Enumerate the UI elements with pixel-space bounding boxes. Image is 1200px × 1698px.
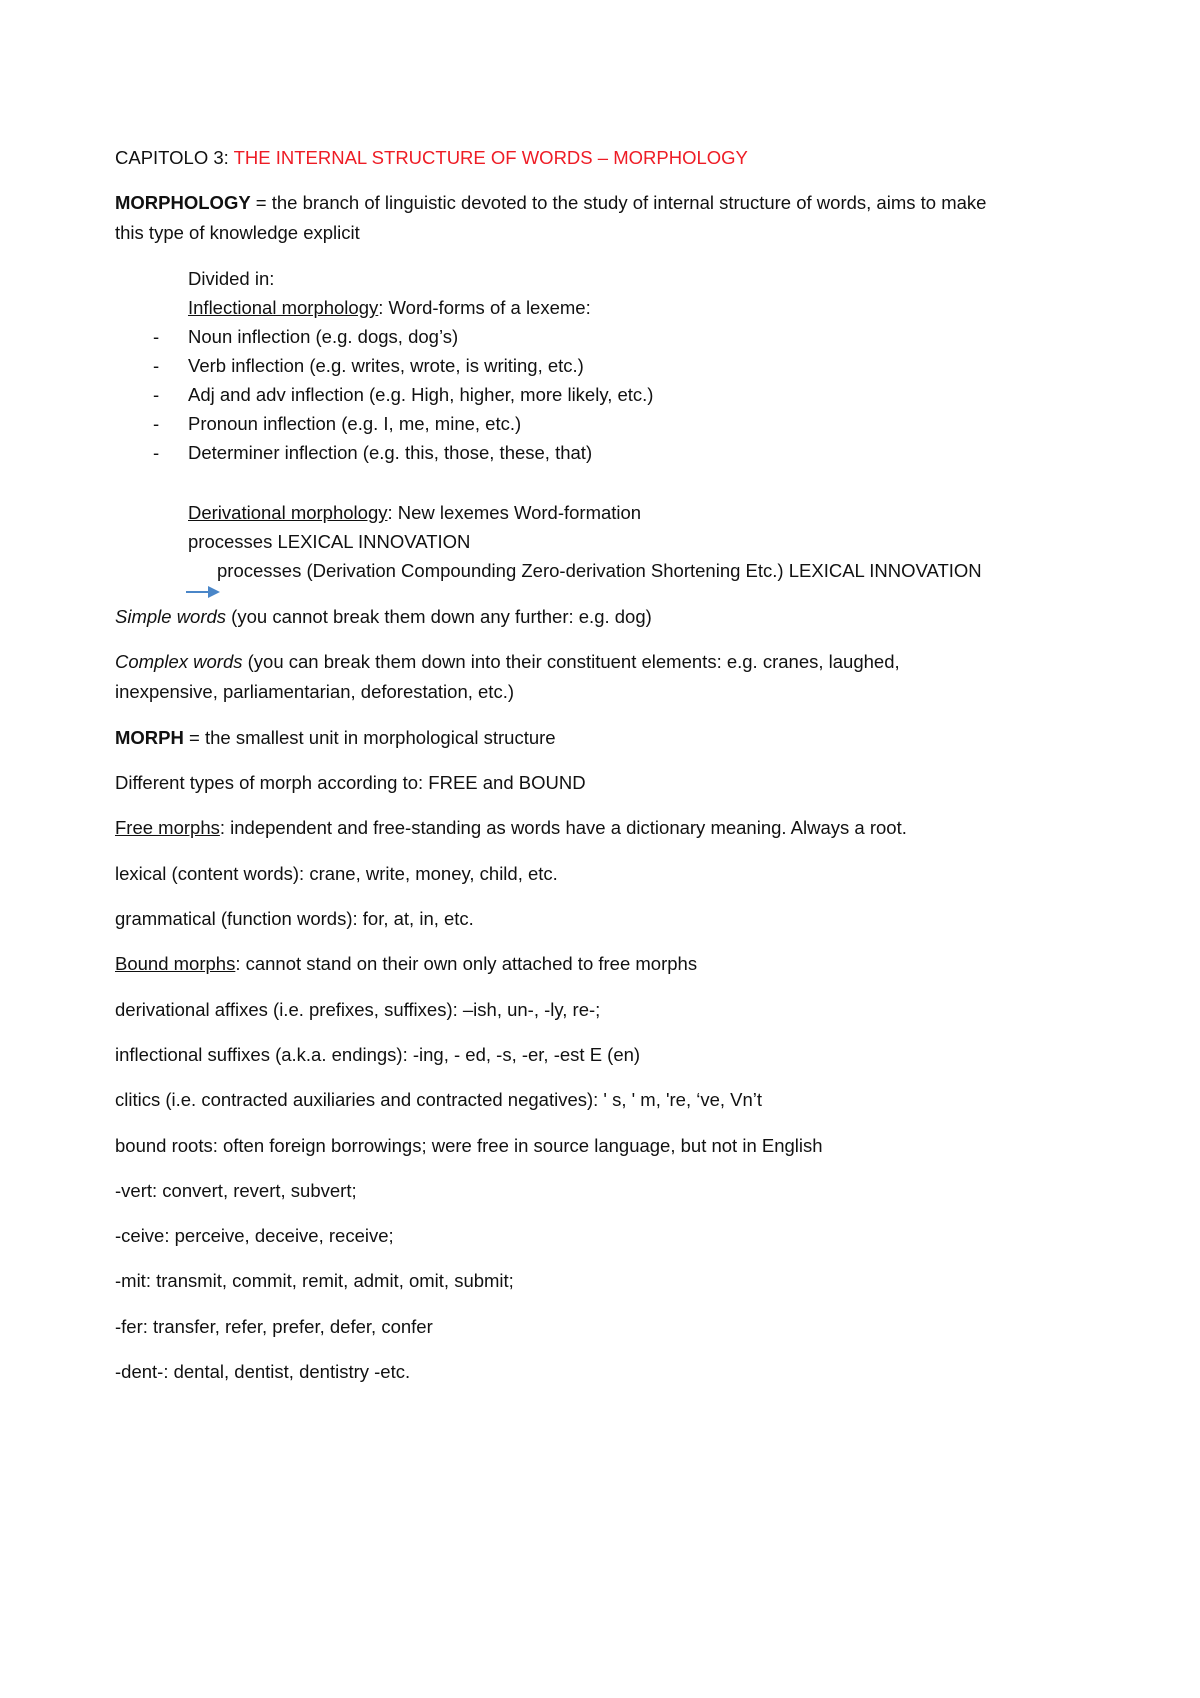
morphology-definition-line1 <box>115 192 986 214</box>
bullet-dash: - <box>153 384 160 405</box>
bound-roots-line: bound roots: often foreign borrowings; were free in source language, but not in English <box>115 1135 823 1156</box>
chapter-label: CAPITOLO 3: <box>115 147 234 168</box>
simple-words-text: (you cannot break them down any further: e.g. dog) <box>226 606 652 627</box>
example-line: -mit: transmit, commit, remit, admit, omit, submit; <box>115 1270 514 1291</box>
list-item: Determiner inflection (e.g. this, those, these, that) <box>188 442 593 463</box>
derivational-affixes-line: derivational affixes (i.e. prefixes, suffixes): –ish, un-, -ly, re-; <box>115 999 601 1020</box>
derivational-rest: : New lexemes Word-formation <box>387 502 642 523</box>
morphology-definition-line2: this type of knowledge explicit <box>115 222 360 243</box>
clitics-line: clitics (i.e. contracted auxiliaries and contracted negatives): ' s, ' m, 're, ‘ve, Vn’t <box>115 1089 763 1110</box>
arrow-right-icon <box>186 585 220 599</box>
derivational-heading <box>188 502 641 524</box>
example-line: -fer: transfer, refer, prefer, defer, confer <box>115 1316 433 1337</box>
morph-types: Different types of morph according to: FREE and BOUND <box>115 772 586 793</box>
divided-in: Divided in: <box>188 268 275 289</box>
bound-morphs-text: : cannot stand on their own only attached to free morphs <box>235 953 698 974</box>
list-item: Adj and adv inflection (e.g. High, higher, more likely, etc.) <box>188 384 654 405</box>
inflectional-rest: : Word-forms of a lexeme: <box>378 297 591 318</box>
bullet-dash: - <box>153 355 160 376</box>
complex-words-line1 <box>115 651 900 673</box>
morph-definition-text: = the smallest unit in morphological structure <box>183 727 556 748</box>
free-morphs-label: Free morphs <box>115 817 220 838</box>
example-line: -dent-: dental, dentist, dentistry -etc. <box>115 1361 411 1382</box>
list-item: Noun inflection (e.g. dogs, dog’s) <box>188 326 459 347</box>
simple-words-term: Simple words <box>115 606 227 627</box>
grammatical-line: grammatical (function words): for, at, in, etc. <box>115 908 474 929</box>
lexical-line: lexical (content words): crane, write, money, child, etc. <box>115 863 558 884</box>
bound-morphs-label: Bound morphs <box>115 953 236 974</box>
simple-words <box>115 606 652 628</box>
bullet-dash: - <box>153 413 160 434</box>
derivational-line2: processes LEXICAL INNOVATION <box>188 531 471 552</box>
chapter-heading: THE INTERNAL STRUCTURE OF WORDS – MORPHOLOGY <box>233 147 748 168</box>
derivational-line3: processes (Derivation Compounding Zero-derivation Shortening Etc.) LEXICAL INNOVATION <box>217 560 982 581</box>
morphology-term: MORPHOLOGY <box>115 192 251 213</box>
derivational-label: Derivational morphology <box>188 502 388 523</box>
complex-words-term: Complex words <box>115 651 243 672</box>
inflectional-suffixes-line: inflectional suffixes (a.k.a. endings): -ing, - ed, -s, -er, -est E (en) <box>115 1044 641 1065</box>
example-line: -ceive: perceive, deceive, receive; <box>115 1225 394 1246</box>
inflectional-label: Inflectional morphology <box>188 297 379 318</box>
complex-words-text: (you can break them down into their constituent elements: e.g. cranes, laughed, <box>242 651 900 672</box>
bullet-dash: - <box>153 326 160 347</box>
morph-term: MORPH <box>115 727 184 748</box>
bound-morphs <box>115 953 697 975</box>
morphology-definition-text: = the branch of linguistic devoted to the study of internal structure of words, aims to make <box>250 192 987 213</box>
morph-definition <box>115 727 556 749</box>
chapter-title <box>115 147 748 169</box>
free-morphs <box>115 817 907 839</box>
free-morphs-text: : independent and free-standing as words have a dictionary meaning. Always a root. <box>219 817 907 838</box>
list-item: Pronoun inflection (e.g. I, me, mine, etc.) <box>188 413 522 434</box>
complex-words-line2: inexpensive, parliamentarian, deforestation, etc.) <box>115 681 514 702</box>
example-line: -vert: convert, revert, subvert; <box>115 1180 357 1201</box>
inflectional-heading <box>188 297 591 319</box>
bullet-dash: - <box>153 442 160 463</box>
list-item: Verb inflection (e.g. writes, wrote, is writing, etc.) <box>188 355 584 376</box>
